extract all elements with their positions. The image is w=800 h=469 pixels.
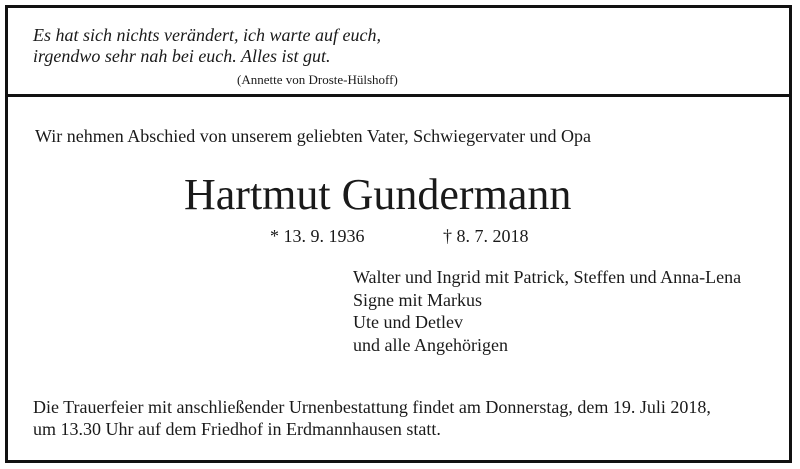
separator-line xyxy=(8,94,789,97)
quote-block xyxy=(33,25,381,67)
birth-date: * 13. 9. 1936 xyxy=(270,226,365,246)
obituary-frame xyxy=(5,5,792,463)
mourner-line: und alle Angehörigen xyxy=(353,334,508,355)
quote-line: Es hat sich nichts verändert, ich warte auf euch, xyxy=(33,25,381,45)
mourner-line: Signe mit Markus xyxy=(353,289,482,310)
death-date: † 8. 7. 2018 xyxy=(443,226,529,246)
quote-line: irgendwo sehr nah bei euch. Alles ist gut. xyxy=(33,46,331,66)
mourner-line: Ute und Detlev xyxy=(353,312,463,332)
service-line: um 13.30 Uhr auf dem Friedhof in Erdmannhausen statt. xyxy=(33,419,441,439)
mourner-line: Walter und Ingrid mit Patrick, Steffen und Anna-Lena xyxy=(353,267,742,287)
deceased-name: Hartmut Gundermann xyxy=(184,170,572,219)
intro-text: Wir nehmen Abschied von unserem geliebten Vater, Schwiegervater und Opa xyxy=(35,126,592,146)
service-info xyxy=(33,396,711,440)
service-line: Die Trauerfeier mit anschließender Urnenbestattung findet am Donnerstag, dem 19. Juli 2018, xyxy=(33,397,711,417)
mourners-list xyxy=(353,266,741,356)
quote-author: (Annette von Droste-Hülshoff) xyxy=(237,72,398,87)
